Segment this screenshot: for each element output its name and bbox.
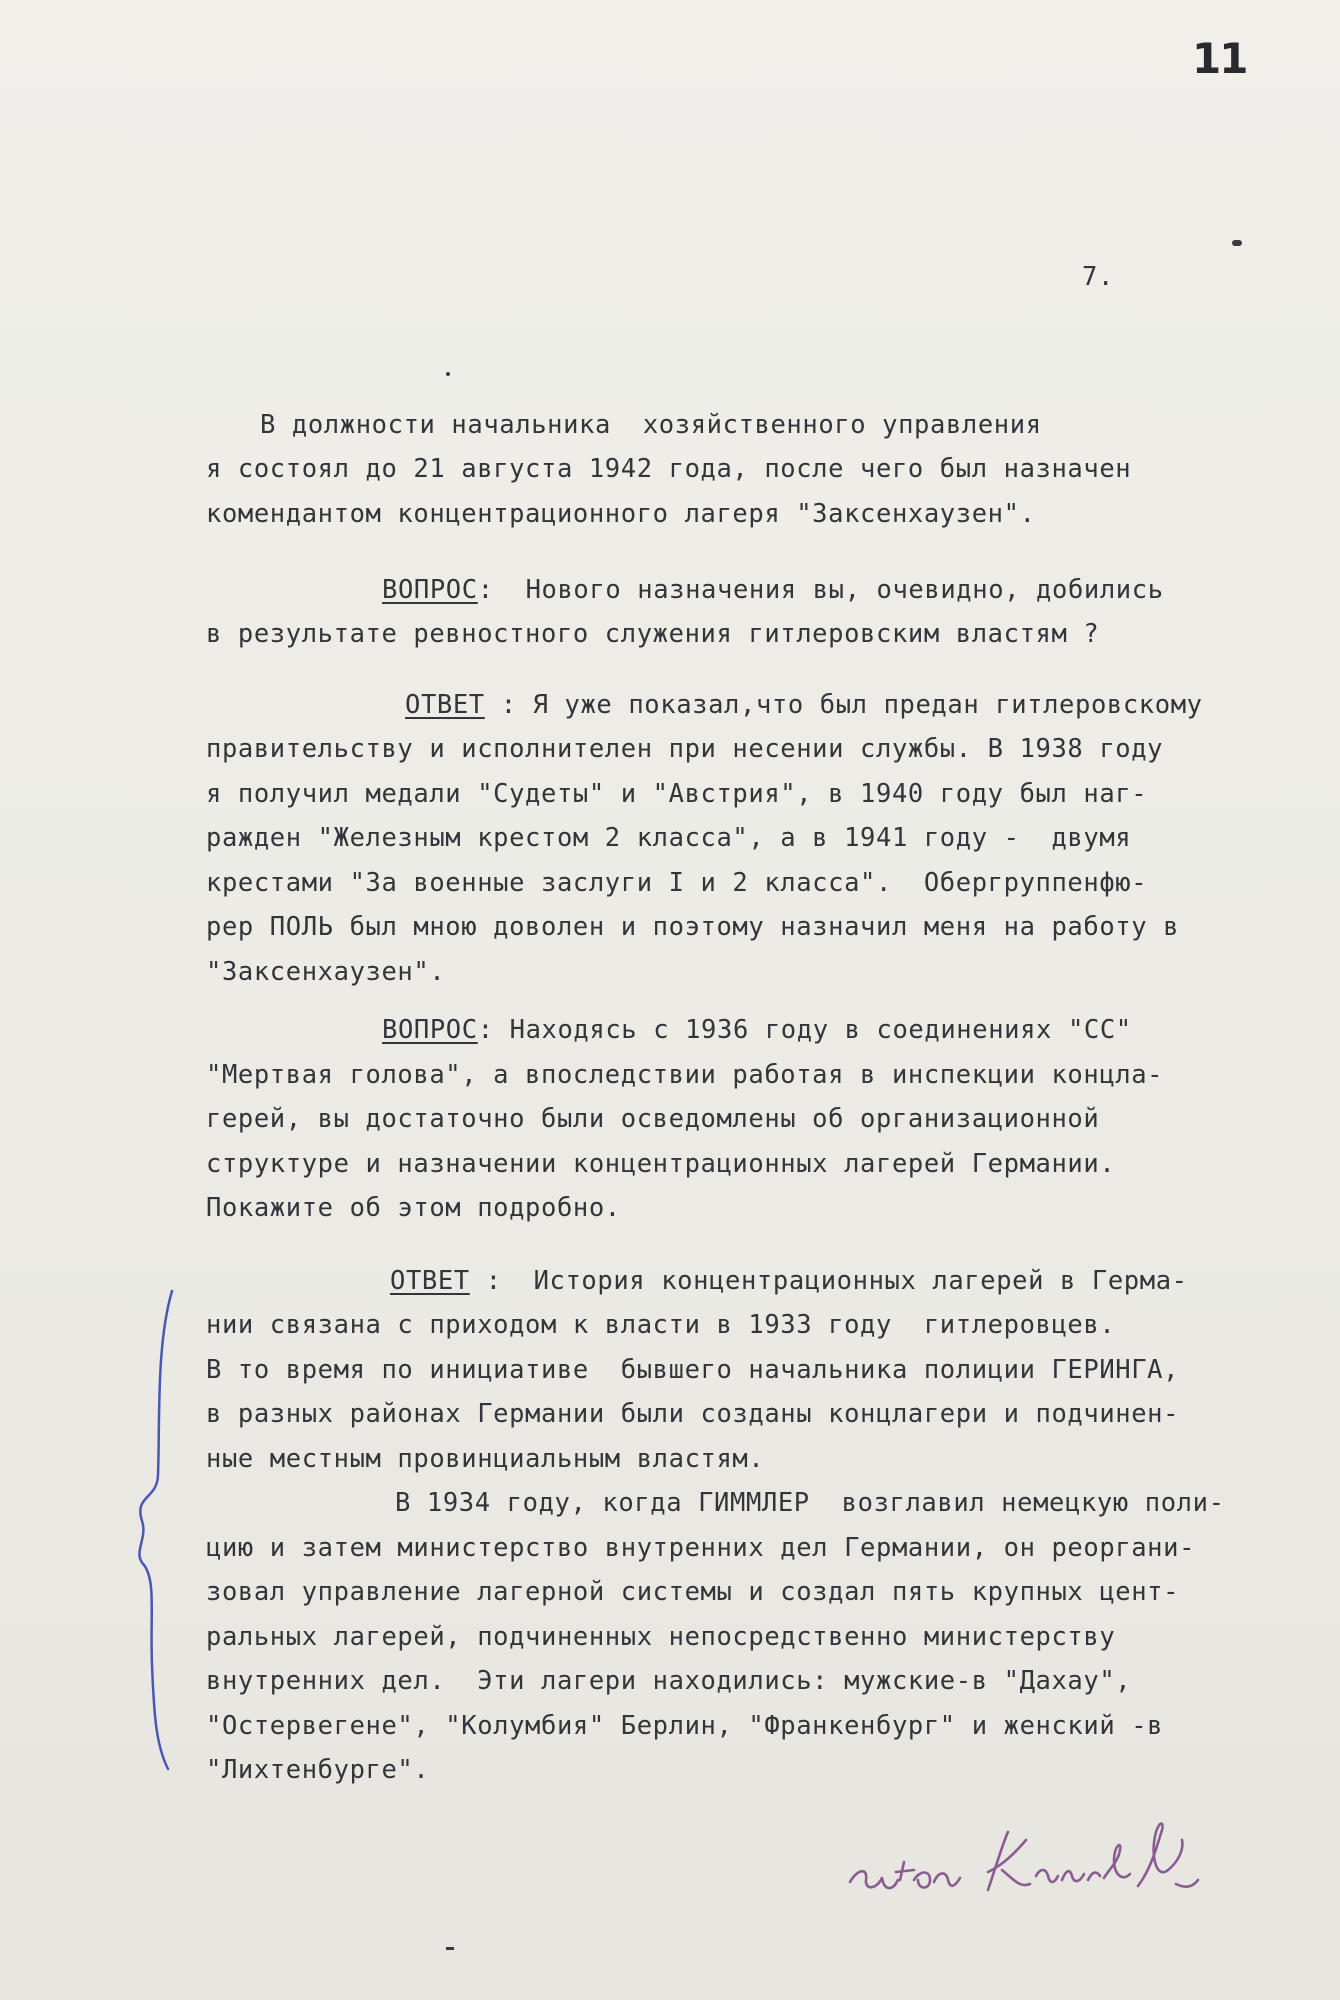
text-line: в результате ревностного служения гитлеровским властям ? [206, 619, 1100, 649]
question-line: ВОПРОС: Нового назначения вы, очевидно, добились [382, 575, 1164, 605]
text-line: ные местным провинциальным властям. [206, 1444, 765, 1474]
text-line: Покажите об этом подробно. [206, 1193, 621, 1223]
ink-speck [446, 372, 450, 376]
text-line: правительству и исполнителен при несении службы. В 1938 году [206, 734, 1164, 764]
text-line: ражден "Железным крестом 2 класса", а в 1941 году - двумя [206, 823, 1132, 853]
text-line: зовал управление лагерной системы и создал пять крупных цент- [206, 1577, 1180, 1607]
text-line: комендантом концентрационного лагеря "Заксенхаузен". [206, 499, 1036, 529]
text-line: В должности начальника хозяйственного управления [260, 410, 1042, 440]
handwritten-signature [838, 1810, 1298, 1920]
text-line: герей, вы достаточно были осведомлены об организационной [206, 1104, 1100, 1134]
answer-label: ОТВЕТ [390, 1266, 470, 1296]
text-line: я состоял до 21 августа 1942 года, после чего был назначен [206, 454, 1132, 484]
text-line: В 1934 году, когда ГИММЛЕР возглавил немецкую поли- [395, 1488, 1225, 1518]
ink-speck [1232, 240, 1242, 246]
answer-line: ОТВЕТ : История концентрационных лагерей в Герма- [390, 1266, 1188, 1296]
archive-page-number: 11 [1192, 34, 1247, 83]
question-label: ВОПРОС [382, 1015, 478, 1045]
text-line: цию и затем министерство внутренних дел Германии, он реоргани- [206, 1533, 1196, 1563]
text-line: В то время по инициативе бывшего начальника полиции ГЕРИНГА, [206, 1355, 1180, 1385]
text-line: внутренних дел. Эти лагери находились: мужские-в "Дахау", [206, 1666, 1132, 1696]
text-line: рер ПОЛЬ был мною доволен и поэтому назначил меня на работу в [206, 912, 1180, 942]
answer-line: ОТВЕТ : Я уже показал,что был предан гитлеровскому [405, 690, 1203, 720]
text-line: структуре и назначении концентрационных лагерей Германии. [206, 1149, 1116, 1179]
text-line: ральных лагерей, подчиненных непосредственно министерству [206, 1622, 1116, 1652]
text-line: "Мертвая голова", а впоследствии работая в инспекции концла- [206, 1060, 1164, 1090]
question-line: ВОПРОС: Находясь с 1936 году в соединениях "СС" [382, 1015, 1132, 1045]
answer-label: ОТВЕТ [405, 690, 485, 720]
typed-page-number: 7. [1082, 262, 1114, 292]
question-label: ВОПРОС [382, 575, 478, 605]
text-line: нии связана с приходом к власти в 1933 году гитлеровцев. [206, 1310, 1116, 1340]
margin-bracket-mark [120, 1285, 200, 1775]
text-line: в разных районах Германии были созданы концлагери и подчинен- [206, 1399, 1180, 1429]
text-line: я получил медали "Судеты" и "Австрия", в 1940 году был наг- [206, 779, 1148, 809]
text-line: "Лихтенбурге". [206, 1755, 430, 1785]
text-line: "Остервегене", "Колумбия" Берлин, "Франкенбург" и женский -в [206, 1711, 1164, 1741]
text-line: крестами "За военные заслуги I и 2 класса". Обергруппенфю- [206, 868, 1148, 898]
ink-speck [446, 1947, 454, 1950]
text-line: "Заксенхаузен". [206, 957, 446, 987]
